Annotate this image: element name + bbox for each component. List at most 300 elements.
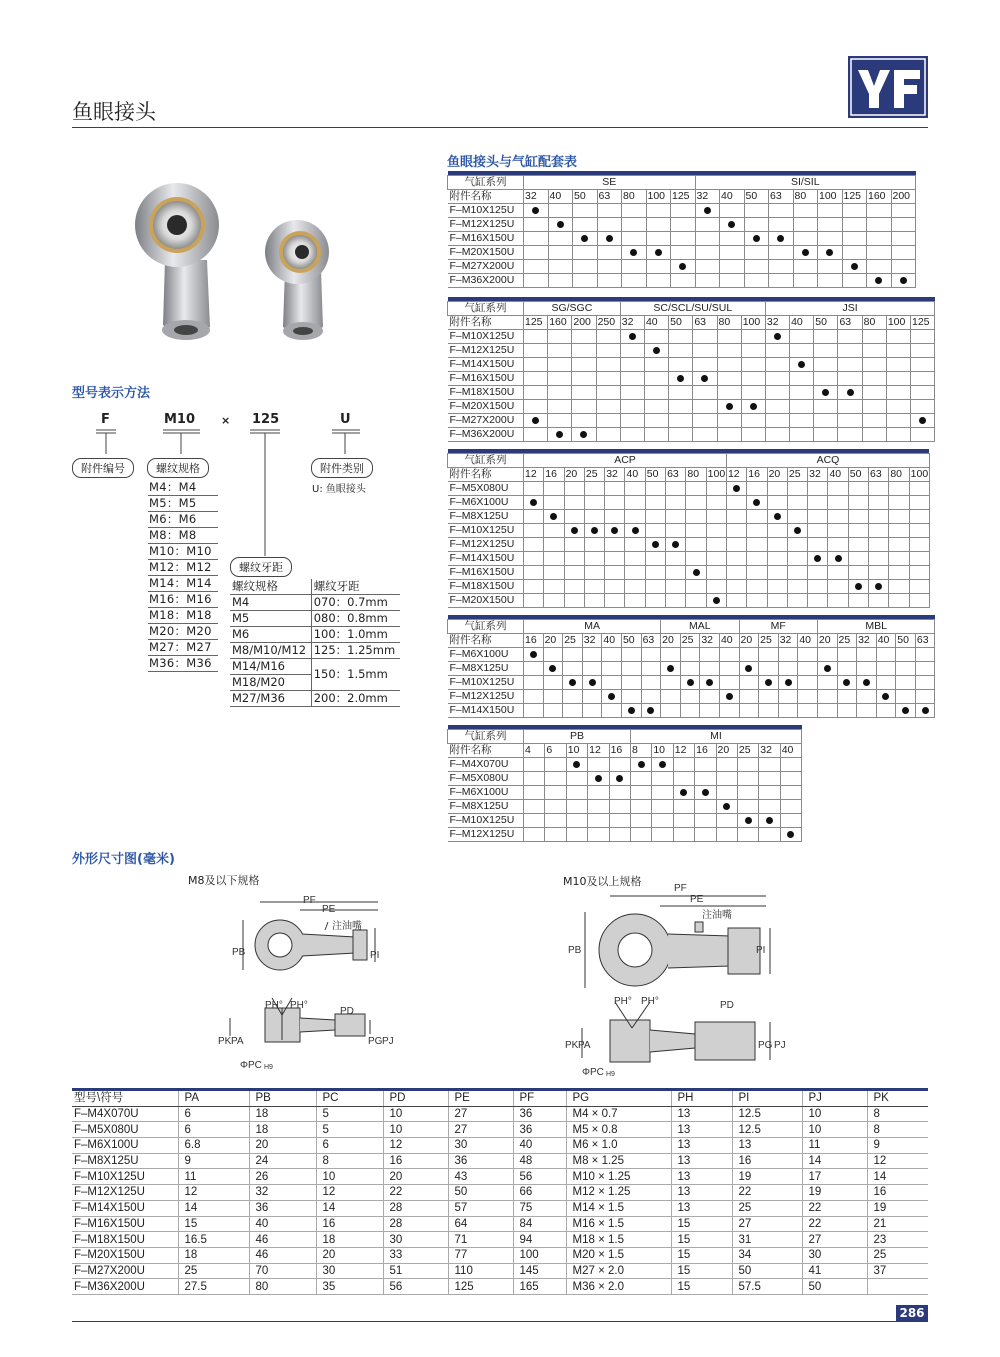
match-dot xyxy=(608,693,615,700)
match-cell xyxy=(695,758,716,772)
match-cell xyxy=(759,786,780,800)
match-dot xyxy=(591,527,598,534)
bore-size: 125 xyxy=(842,190,867,204)
dimension-table xyxy=(72,1088,928,1295)
table-row xyxy=(448,274,916,288)
dimension-value: 15 xyxy=(671,1263,732,1279)
match-cell xyxy=(548,414,572,428)
match-cell xyxy=(625,482,645,496)
match-cell xyxy=(767,552,787,566)
bore-size: 10 xyxy=(566,744,587,758)
dim-label-pf-large: PF xyxy=(674,883,687,894)
dimension-value: 12 xyxy=(178,1185,249,1201)
bore-size: 125 xyxy=(524,316,548,330)
match-cell xyxy=(609,758,630,772)
dimension-value: 24 xyxy=(249,1153,316,1169)
match-cell xyxy=(584,538,604,552)
match-cell xyxy=(645,552,665,566)
match-cell xyxy=(814,400,838,414)
match-dot xyxy=(632,527,639,534)
dimension-value: 6.8 xyxy=(178,1138,249,1154)
match-cell xyxy=(889,566,909,580)
match-dot xyxy=(638,761,645,768)
match-cell xyxy=(524,428,548,442)
dimension-value: M10 × 1.25 xyxy=(566,1169,671,1185)
match-cell xyxy=(680,704,700,718)
match-dot xyxy=(777,235,784,242)
table-row xyxy=(448,566,930,580)
match-cell xyxy=(726,496,746,510)
matching-grid xyxy=(447,171,916,288)
match-cell xyxy=(867,274,892,288)
table-row xyxy=(448,704,935,718)
bore-size: 63 xyxy=(666,468,686,482)
table-row xyxy=(72,1263,928,1279)
bore-size: 32 xyxy=(695,190,720,204)
bore-size: 100 xyxy=(707,468,726,480)
match-cell xyxy=(787,496,807,510)
dimension-value: 20 xyxy=(383,1169,448,1185)
match-cell xyxy=(808,482,828,496)
match-cell xyxy=(686,538,706,552)
match-cell xyxy=(693,358,717,372)
match-cell xyxy=(767,538,787,552)
model-name: F–M20X150U xyxy=(72,1247,178,1263)
dimension-value: 15 xyxy=(178,1216,249,1232)
dimension-value: 20 xyxy=(316,1247,383,1263)
match-cell xyxy=(524,246,549,260)
match-cell xyxy=(747,580,767,594)
match-dot xyxy=(814,555,821,562)
match-cell xyxy=(641,648,661,662)
dim-label-pd: PD xyxy=(340,1006,354,1017)
dimension-value: 77 xyxy=(448,1247,513,1263)
bore-size: 32 xyxy=(582,634,602,648)
match-cell xyxy=(641,704,661,718)
thread-spec-item: M27：M27 xyxy=(148,640,218,656)
match-cell xyxy=(596,358,620,372)
dimension-value: 19 xyxy=(867,1200,928,1216)
thread-spec-item: M18：M18 xyxy=(148,608,218,624)
match-cell xyxy=(915,662,935,676)
match-cell xyxy=(548,400,572,414)
match-cell xyxy=(876,648,896,662)
pitch-value: 125：1.25mm xyxy=(311,643,400,659)
match-cell xyxy=(814,414,838,428)
match-cell xyxy=(909,552,929,566)
match-cell xyxy=(818,246,843,260)
match-cell xyxy=(605,580,625,594)
bore-size: 10 xyxy=(652,744,673,758)
match-cell xyxy=(630,828,651,842)
table-row xyxy=(72,1106,928,1122)
match-cell xyxy=(798,676,818,690)
match-cell xyxy=(584,566,604,580)
match-cell xyxy=(573,218,598,232)
match-cell xyxy=(765,428,789,442)
dim-label-ph-2: PH° xyxy=(290,1000,308,1011)
match-cell xyxy=(625,594,645,608)
section-matching: 鱼眼接头与气缸配套表 xyxy=(447,155,578,170)
match-cell xyxy=(548,218,573,232)
match-cell xyxy=(889,552,909,566)
dimension-value: 15 xyxy=(671,1216,732,1232)
matching-grid xyxy=(447,725,802,842)
match-cell xyxy=(706,552,726,566)
match-cell xyxy=(671,260,696,274)
match-cell xyxy=(630,814,651,828)
match-cell xyxy=(620,386,644,400)
match-dot xyxy=(847,389,854,396)
match-cell xyxy=(787,482,807,496)
dimension-value: 145 xyxy=(513,1263,566,1279)
accessory-name: F–M8X125U xyxy=(448,800,524,814)
pitch-header-pitch: 螺纹牙距 xyxy=(311,579,400,595)
match-cell xyxy=(808,580,828,594)
match-cell xyxy=(524,758,545,772)
match-cell xyxy=(644,372,668,386)
dim-label-oil-large: 注油嘴 xyxy=(702,910,732,921)
dimension-value: 6 xyxy=(316,1138,383,1154)
dimension-value: 51 xyxy=(383,1263,448,1279)
table-row xyxy=(72,1185,928,1201)
dimension-value: 15 xyxy=(671,1232,732,1248)
match-dot xyxy=(750,403,757,410)
match-cell xyxy=(767,566,787,580)
dimension-header: PI xyxy=(732,1090,802,1107)
match-cell xyxy=(524,828,545,842)
match-cell xyxy=(726,482,746,496)
dimension-value: 22 xyxy=(732,1185,802,1201)
match-cell xyxy=(869,594,889,608)
match-cell xyxy=(545,814,566,828)
dimension-value: 16 xyxy=(867,1185,928,1201)
match-cell xyxy=(719,662,739,676)
match-cell xyxy=(747,538,767,552)
accessory-label: 附件名称 xyxy=(448,316,524,330)
match-dot xyxy=(532,207,539,214)
dimension-header: PD xyxy=(383,1090,448,1107)
match-dot xyxy=(677,375,684,382)
page-title: 鱼眼接头 xyxy=(72,100,156,124)
table-row xyxy=(448,772,802,786)
match-cell xyxy=(717,330,741,344)
dim-label-h9-large: H9 xyxy=(606,1071,615,1078)
match-cell xyxy=(891,274,916,288)
bore-size: 63 xyxy=(769,190,794,204)
dimension-value: 12 xyxy=(316,1185,383,1201)
bore-size: 25 xyxy=(584,468,604,482)
match-cell xyxy=(716,772,737,786)
match-cell xyxy=(524,232,549,246)
bore-size: 63 xyxy=(838,316,862,330)
dimension-header: PC xyxy=(316,1090,383,1107)
match-cell xyxy=(641,676,661,690)
match-cell xyxy=(646,232,671,246)
thread-spec-item: M6：M6 xyxy=(148,512,218,528)
match-cell xyxy=(717,344,741,358)
match-cell xyxy=(671,232,696,246)
match-cell xyxy=(889,510,909,524)
match-cell xyxy=(828,524,848,538)
cylinder-series-header: MA xyxy=(524,620,661,634)
match-cell xyxy=(759,828,780,842)
match-cell xyxy=(739,704,759,718)
dimension-value: M6 × 1.0 xyxy=(566,1138,671,1154)
pitch-spec: M6 xyxy=(230,627,311,643)
match-cell xyxy=(596,330,620,344)
match-dot xyxy=(787,831,794,838)
match-cell xyxy=(572,428,596,442)
match-cell xyxy=(726,524,746,538)
dimension-header: PK xyxy=(867,1090,928,1107)
match-cell xyxy=(621,704,641,718)
match-cell xyxy=(630,772,651,786)
match-cell xyxy=(686,594,706,608)
match-cell xyxy=(720,204,745,218)
table-row xyxy=(448,372,935,386)
match-cell xyxy=(543,704,563,718)
match-cell xyxy=(695,246,720,260)
match-cell xyxy=(862,414,886,428)
dim-label-pg-large: PG xyxy=(758,1040,773,1051)
match-cell xyxy=(680,662,700,676)
table-row xyxy=(448,538,930,552)
match-cell xyxy=(686,552,706,566)
dimension-value: 13 xyxy=(671,1122,732,1138)
bore-size: 16 xyxy=(544,468,564,482)
match-cell xyxy=(818,218,843,232)
match-dot xyxy=(835,555,842,562)
match-cell xyxy=(563,676,583,690)
match-cell xyxy=(837,676,857,690)
match-cell xyxy=(838,372,862,386)
match-cell xyxy=(891,218,916,232)
match-cell xyxy=(652,758,673,772)
match-cell xyxy=(817,662,837,676)
matching-table-ma-mbl xyxy=(447,615,935,718)
match-cell xyxy=(848,538,868,552)
thread-spec-item: M36：M36 xyxy=(148,656,218,672)
dimension-value: 15 xyxy=(671,1247,732,1263)
match-cell xyxy=(889,538,909,552)
product-photo xyxy=(135,155,350,345)
dimension-value: 16 xyxy=(316,1216,383,1232)
match-dot xyxy=(765,679,772,686)
cylinder-series-header: SE xyxy=(524,176,696,190)
dim-label-pi-large: PI xyxy=(756,945,766,956)
match-dot xyxy=(726,403,733,410)
match-cell xyxy=(693,330,717,344)
match-dot xyxy=(630,249,637,256)
accessory-name: F–M12X125U xyxy=(448,690,524,704)
match-cell xyxy=(706,510,726,524)
match-cell xyxy=(673,772,694,786)
match-cell xyxy=(737,828,758,842)
match-cell xyxy=(739,690,759,704)
match-cell xyxy=(747,510,767,524)
match-cell xyxy=(548,386,572,400)
match-cell xyxy=(566,814,587,828)
accessory-name: F–M12X125U xyxy=(448,218,524,232)
dimension-value: 16 xyxy=(383,1153,448,1169)
match-cell xyxy=(767,594,787,608)
bore-size: 25 xyxy=(759,634,779,648)
bore-size: 32 xyxy=(808,468,828,482)
dimension-value: 33 xyxy=(383,1247,448,1263)
code-part-thread: M10 xyxy=(164,412,196,427)
dimension-value: 71 xyxy=(448,1232,513,1248)
match-dot xyxy=(919,417,926,424)
match-cell xyxy=(790,414,814,428)
match-cell xyxy=(572,400,596,414)
accessory-name: F–M16X150U xyxy=(448,232,524,246)
dim-label-pc-large: ΦPC xyxy=(582,1067,604,1078)
match-cell xyxy=(605,482,625,496)
match-cell xyxy=(747,566,767,580)
match-cell xyxy=(524,330,548,344)
match-cell xyxy=(641,690,661,704)
match-cell xyxy=(695,814,716,828)
match-cell xyxy=(911,330,935,344)
match-cell xyxy=(808,566,828,580)
accessory-name: F–M12X125U xyxy=(448,828,524,842)
match-dot xyxy=(774,333,781,340)
match-cell xyxy=(582,704,602,718)
yf-logo xyxy=(848,56,928,118)
match-cell xyxy=(780,758,801,772)
table-row xyxy=(448,496,930,510)
dimension-value: 25 xyxy=(732,1200,802,1216)
dimension-value: M27 × 2.0 xyxy=(566,1263,671,1279)
cylinder-series-header: MBL xyxy=(817,620,935,634)
match-dot xyxy=(532,417,539,424)
match-cell xyxy=(759,814,780,828)
match-cell xyxy=(524,400,548,414)
dimension-value: 16.5 xyxy=(178,1232,249,1248)
dimension-value: 110 xyxy=(448,1263,513,1279)
code-part-times: × xyxy=(221,414,231,427)
match-cell xyxy=(793,218,818,232)
match-dot xyxy=(702,789,709,796)
match-cell xyxy=(814,344,838,358)
table-row xyxy=(448,400,935,414)
match-cell xyxy=(645,496,665,510)
match-cell xyxy=(744,260,769,274)
bore-size: 50 xyxy=(814,316,838,330)
match-cell xyxy=(673,828,694,842)
match-cell xyxy=(671,218,696,232)
dimension-value: 75 xyxy=(513,1200,566,1216)
match-cell xyxy=(737,772,758,786)
match-dot xyxy=(745,817,752,824)
match-cell xyxy=(876,676,896,690)
dimension-value: M8 × 1.25 xyxy=(566,1153,671,1169)
table-row xyxy=(448,758,802,772)
match-cell xyxy=(671,274,696,288)
accessory-name: F–M5X080U xyxy=(448,482,524,496)
match-cell xyxy=(769,246,794,260)
match-cell xyxy=(646,274,671,288)
match-cell xyxy=(886,414,910,428)
match-cell xyxy=(573,204,598,218)
dimension-value: M18 × 1.5 xyxy=(566,1232,671,1248)
match-cell xyxy=(869,482,889,496)
match-cell xyxy=(759,676,779,690)
accessory-label: 附件名称 xyxy=(448,744,524,758)
match-cell xyxy=(717,414,741,428)
match-cell xyxy=(588,758,609,772)
match-cell xyxy=(620,428,644,442)
match-cell xyxy=(862,386,886,400)
match-cell xyxy=(566,828,587,842)
pitch-value: 070：0.7mm xyxy=(311,595,400,611)
footer-rule xyxy=(72,1321,928,1322)
match-cell xyxy=(778,704,798,718)
series-label: 气缸系列 xyxy=(448,454,524,468)
code-part-u: U xyxy=(340,412,351,427)
match-cell xyxy=(566,786,587,800)
dimension-value: 26 xyxy=(249,1169,316,1185)
match-cell xyxy=(828,496,848,510)
match-cell xyxy=(588,814,609,828)
match-cell xyxy=(524,510,544,524)
match-cell xyxy=(566,800,587,814)
match-cell xyxy=(548,372,572,386)
table-row xyxy=(448,690,935,704)
bore-size: 63 xyxy=(641,634,661,648)
match-cell xyxy=(548,232,573,246)
match-cell xyxy=(652,828,673,842)
match-cell xyxy=(524,204,549,218)
bore-size: 100 xyxy=(646,190,671,204)
model-name: F–M12X125U xyxy=(72,1185,178,1201)
dim-label-pf: PF xyxy=(303,895,316,906)
match-dot xyxy=(855,583,862,590)
match-cell xyxy=(582,648,602,662)
match-cell xyxy=(597,204,622,218)
bore-size: 20 xyxy=(716,744,737,758)
match-cell xyxy=(666,538,686,552)
match-cell xyxy=(524,344,548,358)
match-cell xyxy=(609,814,630,828)
match-cell xyxy=(588,828,609,842)
table-row xyxy=(448,260,916,274)
match-dot xyxy=(704,207,711,214)
accessory-name: F–M20X150U xyxy=(448,246,524,260)
match-cell xyxy=(741,414,765,428)
match-cell xyxy=(625,566,645,580)
match-cell xyxy=(838,414,862,428)
table-row xyxy=(448,800,802,814)
match-cell xyxy=(911,400,935,414)
match-cell xyxy=(602,704,622,718)
table-row xyxy=(448,428,935,442)
match-cell xyxy=(798,662,818,676)
match-dot xyxy=(900,277,907,284)
match-cell xyxy=(548,246,573,260)
match-cell xyxy=(842,274,867,288)
match-cell xyxy=(566,772,587,786)
match-dot xyxy=(875,583,882,590)
match-cell xyxy=(747,496,767,510)
match-cell xyxy=(741,386,765,400)
match-cell xyxy=(584,482,604,496)
dim-label-pj: PJ xyxy=(382,1036,394,1047)
match-cell xyxy=(630,786,651,800)
match-cell xyxy=(744,232,769,246)
dimension-value: 70 xyxy=(249,1263,316,1279)
